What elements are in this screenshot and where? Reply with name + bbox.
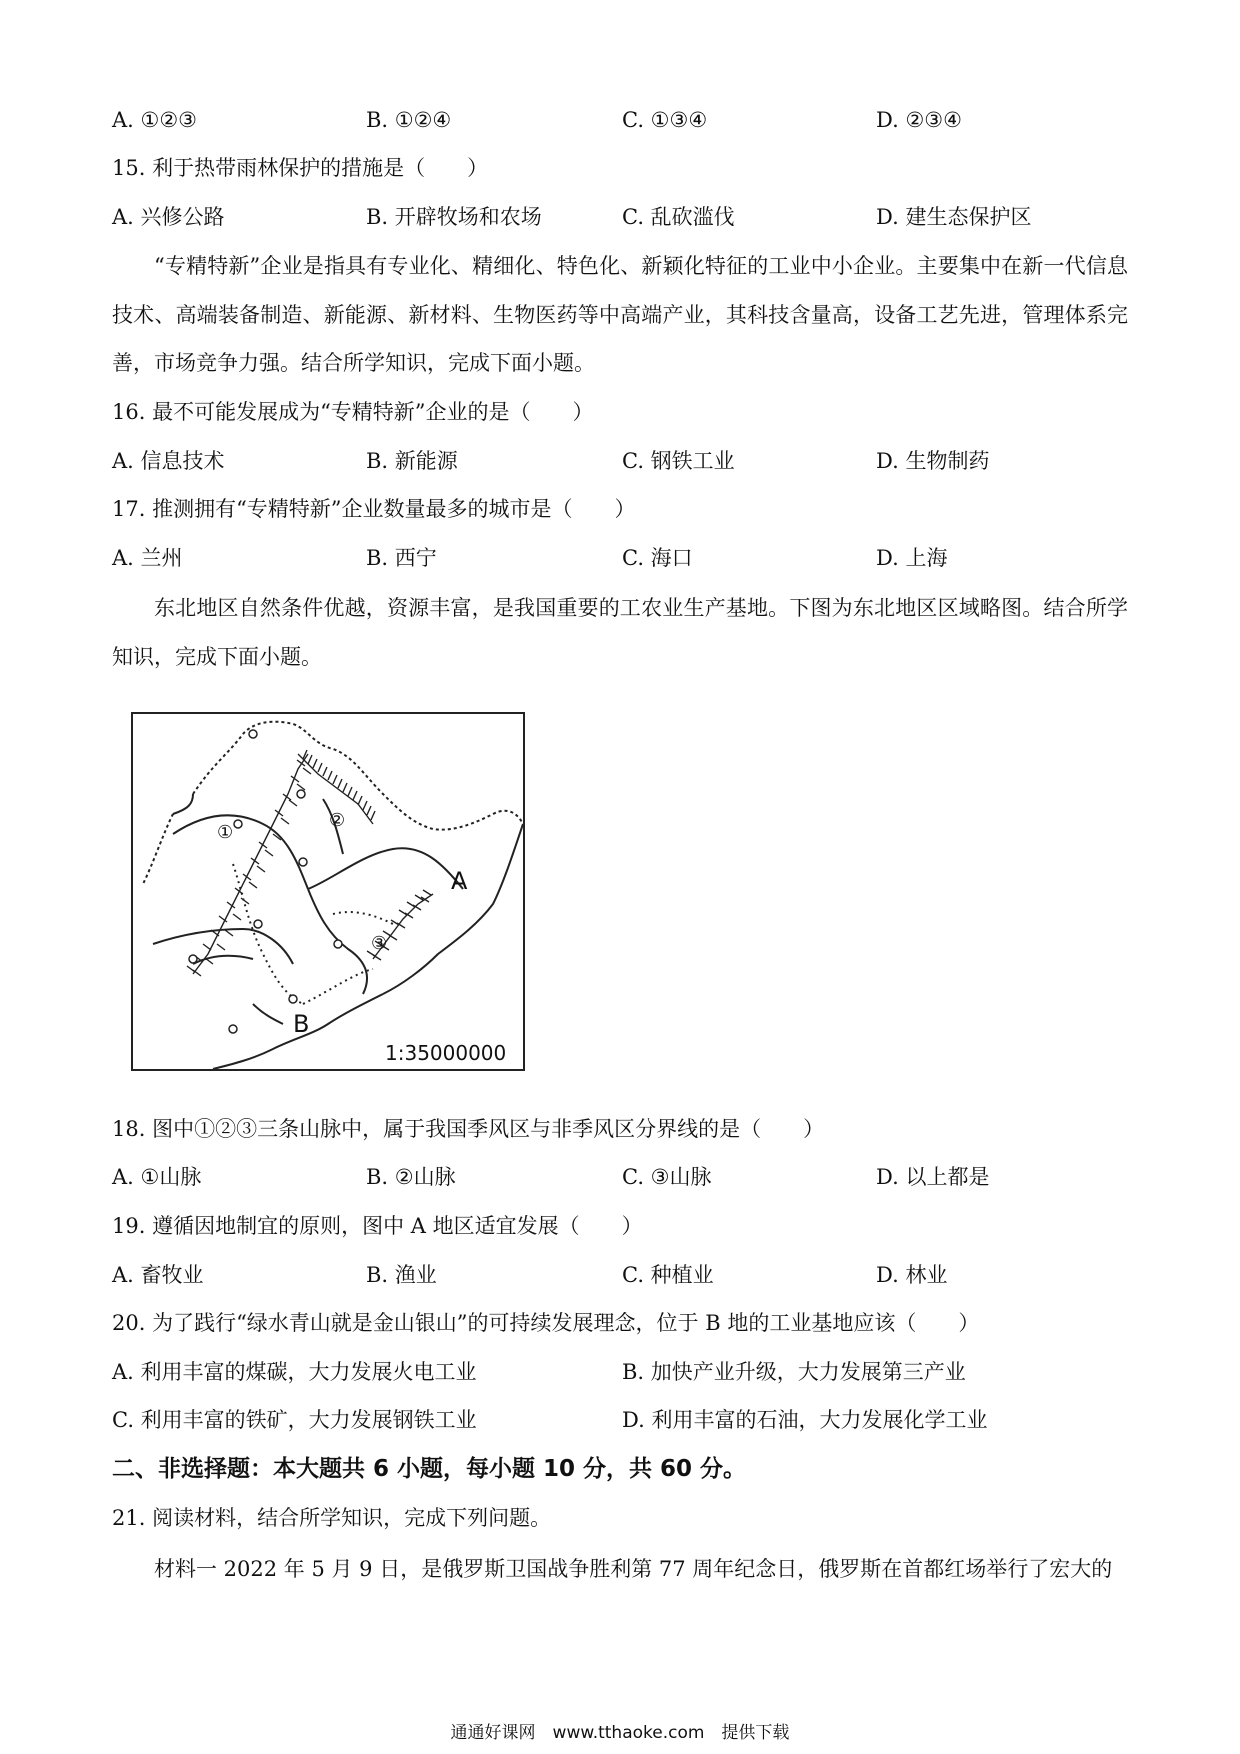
q15-option-a: A. 兴修公路 (112, 205, 225, 229)
q20-option-c: C. 利用丰富的铁矿，大力发展钢铁工业 (112, 1408, 477, 1432)
q21-material-1: 材料一 2022 年 5 月 9 日，是俄罗斯卫国战争胜利第 77 周年纪念日，俄罗斯在首都红场举行了宏大的 (154, 1557, 1113, 1581)
q19-options (112, 1260, 1132, 1290)
q18-option-a: A. ①山脉 (112, 1165, 202, 1189)
q15-option-d: D. 建生态保护区 (876, 205, 1032, 229)
q18-option-d: D. 以上都是 (876, 1165, 990, 1189)
q17-option-b: B. 西宁 (366, 546, 437, 570)
q14-option-d: D. ②③④ (876, 108, 962, 132)
q15-options (112, 202, 1132, 232)
q14-option-c: C. ①③④ (622, 108, 708, 132)
q14-option-a: A. ①②③ (112, 108, 197, 132)
q19-option-c: C. 种植业 (622, 1263, 714, 1287)
q16-stem: 16. 最不可能发展成为“专精特新”企业的是（ ） (112, 400, 594, 424)
northeast-region-map (131, 712, 525, 1071)
map-drawing (133, 714, 523, 1069)
q17-option-a: A. 兰州 (112, 546, 183, 570)
q20-option-a: A. 利用丰富的煤碳，大力发展火电工业 (112, 1360, 477, 1384)
q17-options (112, 543, 1132, 573)
map-label-mountain-3: ③ (371, 933, 388, 954)
map-scale: 1:35000000 (385, 1041, 507, 1065)
material-northeast: 东北地区自然条件优越，资源丰富，是我国重要的工农业生产基地。下图为东北地区区域略图。结合所学知识，完成下面小题。 (112, 596, 1128, 669)
q21-stem: 21. 阅读材料，结合所学知识，完成下列问题。 (112, 1506, 552, 1530)
map-label-b: B (293, 1010, 310, 1038)
q18-option-b: B. ②山脉 (366, 1165, 456, 1189)
q20-stem: 20. 为了践行“绿水青山就是金山银山”的可持续发展理念，位于 B 地的工业基地应该（ ） (112, 1311, 980, 1335)
q15-option-c: C. 乱砍滥伐 (622, 205, 735, 229)
q17-option-d: D. 上海 (876, 546, 948, 570)
map-label-mountain-1: ① (217, 822, 234, 843)
page-footer: 通通好课网 www.tthaoke.com 提供下载 (450, 1723, 790, 1743)
material-zhuanjingtexin: “专精特新”企业是指具有专业化、精细化、特色化、新颖化特征的工业中小企业。主要集中在新一代信息技术、高端装备制造、新能源、新材料、生物医药等中高端产业，其科技含量高，设备工艺先进，管理体系完善，市场竞争力强。结合所学知识，完成下面小题。 (112, 254, 1128, 375)
q19-option-b: B. 渔业 (366, 1263, 437, 1287)
q20-options-row2 (112, 1405, 1132, 1435)
q17-stem: 17. 推测拥有“专精特新”企业数量最多的城市是（ ） (112, 497, 636, 521)
q16-option-c: C. 钢铁工业 (622, 449, 735, 473)
map-label-a: A (451, 867, 468, 895)
q19-option-d: D. 林业 (876, 1263, 948, 1287)
q17-option-c: C. 海口 (622, 546, 693, 570)
q19-stem: 19. 遵循因地制宜的原则，图中 A 地区适宜发展（ ） (112, 1214, 643, 1238)
map-label-mountain-2: ② (329, 810, 346, 831)
q15-stem: 15. 利于热带雨林保护的措施是（ ） (112, 156, 489, 180)
q14-option-b: B. ①②④ (366, 108, 452, 132)
q16-options (112, 446, 1132, 476)
section-2-title: 二、非选择题：本大题共 6 小题，每小题 10 分，共 60 分。 (112, 1456, 747, 1482)
q20-options-row1 (112, 1357, 1132, 1387)
q16-option-a: A. 信息技术 (112, 449, 225, 473)
q16-option-b: B. 新能源 (366, 449, 458, 473)
q14-options (112, 105, 1132, 135)
q18-option-c: C. ③山脉 (622, 1165, 712, 1189)
q19-option-a: A. 畜牧业 (112, 1263, 204, 1287)
q16-option-d: D. 生物制药 (876, 449, 990, 473)
q18-options (112, 1162, 1132, 1192)
q15-option-b: B. 开辟牧场和农场 (366, 205, 542, 229)
q18-stem: 18. 图中①②③三条山脉中，属于我国季风区与非季风区分界线的是（ ） (112, 1117, 825, 1141)
q20-option-d: D. 利用丰富的石油，大力发展化学工业 (622, 1408, 988, 1432)
q20-option-b: B. 加快产业升级，大力发展第三产业 (622, 1360, 966, 1384)
